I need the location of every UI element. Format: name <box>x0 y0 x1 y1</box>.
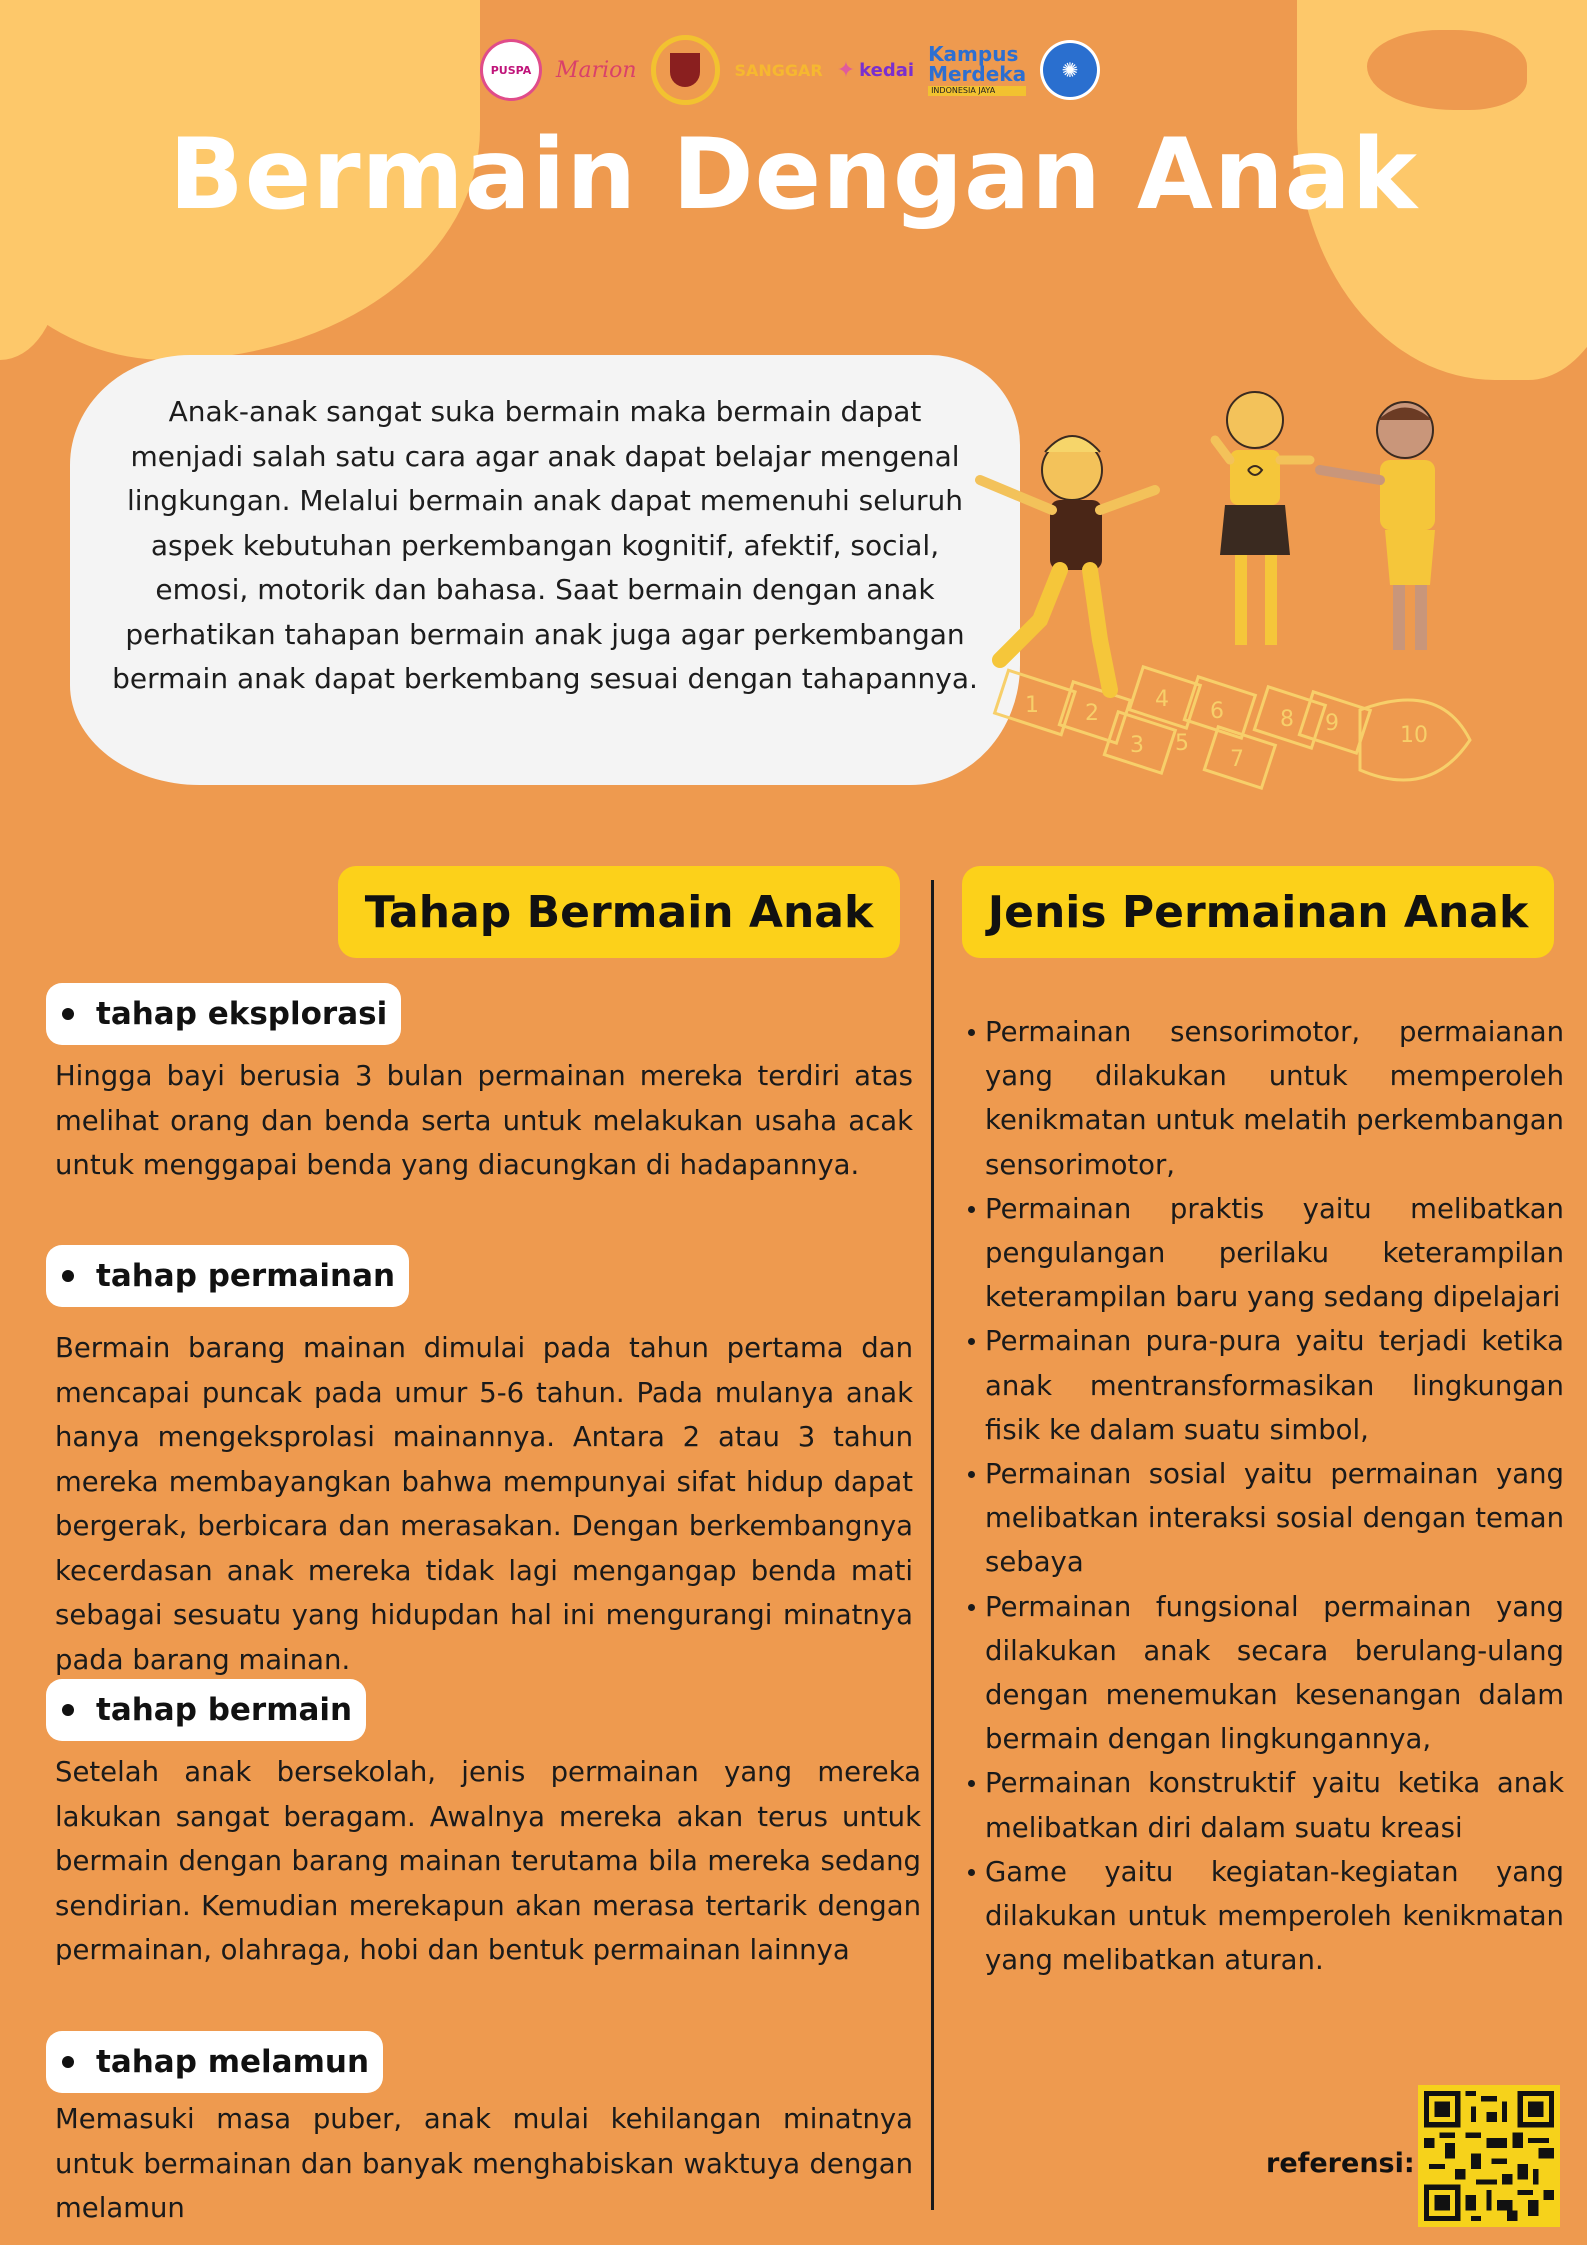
hopscotch-number: 10 <box>1400 723 1428 748</box>
hopscotch-number: 2 <box>1085 701 1099 726</box>
tahap-permainan-label <box>46 1245 409 1307</box>
bullet-icon <box>62 1704 74 1716</box>
list-item: Permainan sensorimotor, permaianan yang dilakukan untuk memperoleh kenikmatan untuk melatih perkembangan sensorimotor, <box>968 1010 1564 1187</box>
tahap-label-text: tahap melamun <box>96 2044 370 2080</box>
qr-code[interactable] <box>1418 2085 1560 2227</box>
bullet-icon <box>62 2056 74 2068</box>
jenis-heading: Jenis Permainan Anak <box>962 866 1554 958</box>
qr-code-icon <box>1424 2091 1554 2221</box>
hopscotch-number: 6 <box>1210 699 1224 724</box>
marion-logo: Marion <box>555 57 637 83</box>
bullet-icon <box>62 1008 74 1020</box>
intro-text: Anak-anak sangat suka bermain maka bermain dapat menjadi salah satu cara agar anak dapat belajar mengenal lingkungan. Melalui bermain anak dapat memenuhi seluruh aspek kebutuhan perkembangan kognitif, afektif, social, emosi, motorik dan bahasa. Saat bermain dengan anak perhatikan tahapan bermain anak juga agar perkembangan bermain anak dapat berkembang sesuai dengan tahapannya. <box>112 395 978 695</box>
list-item: Game yaitu kegiatan-kegiatan yang dilakukan untuk memperoleh kenikmatan yang melibatkan aturan. <box>968 1850 1564 1983</box>
sanggar-logo: SANGGAR <box>734 60 823 80</box>
tahap-permainan-text: Bermain barang mainan dimulai pada tahun pertama dan mencapai puncak pada umur 5-6 tahun. Pada mulanya anak hanya mengeksprolasi mainannya. Antara 2 atau 3 tahun mereka membayangkan bahwa mempunyai sifat hidup dapat bergerak, berbicara dan merasakan. Dengan berkembangnya kecerdasan anak mereka tidak lagi mengangap benda mati sebagai sesuatu yang hidupdan hal ini mengurangi minatnya pada barang mainan. <box>55 1332 913 1676</box>
tahap-heading: Tahap Bermain Anak <box>338 866 900 958</box>
page-title: Bermain Dengan Anak <box>169 118 1418 232</box>
kampus-merdeka-line1: Kampus <box>928 42 1019 66</box>
hopscotch-number: 8 <box>1280 707 1294 732</box>
kampus-merdeka-logo <box>928 44 1026 96</box>
hopscotch-number: 5 <box>1175 731 1189 756</box>
puspa-logo: PUSPA <box>480 39 542 101</box>
tahap-label-text: tahap permainan <box>96 1258 396 1294</box>
kampus-merdeka-tag: INDONESIA JAYA <box>928 86 1026 96</box>
tahap-bermain-label <box>46 1679 366 1741</box>
list-item: Permainan sosial yaitu permainan yang melibatkan interaksi sosial dengan teman sebaya <box>968 1452 1564 1585</box>
kedai-logo: ✦ kedai <box>836 57 915 83</box>
jenis-list <box>968 1010 1564 1982</box>
logo-row <box>480 30 1100 110</box>
referensi-label: referensi: <box>1266 2148 1415 2179</box>
kids-hopscotch-illustration <box>960 390 1520 810</box>
list-item: Permainan konstruktif yaitu ketika anak melibatkan diri dalam suatu kreasi <box>968 1761 1564 1849</box>
kampus-merdeka-line2: Merdeka <box>928 62 1027 86</box>
list-item: Permainan fungsional permainan yang dilakukan anak secara berulang-ulang dengan menemukan kesenangan dalam bermain dengan lingkungannya, <box>968 1585 1564 1762</box>
hopscotch-number: 7 <box>1230 747 1244 772</box>
girl-figure <box>1215 392 1310 645</box>
tahap-eksplorasi-text: Hingga bayi berusia 3 bulan permainan mereka terdiri atas melihat orang dan benda serta untuk melakukan usaha acak untuk menggapai benda yang diacungkan di hadapannya. <box>55 1060 913 1181</box>
list-item: Permainan praktis yaitu melibatkan pengulangan perilaku keterampilan keterampilan baru yang sedang dipelajari <box>968 1187 1564 1320</box>
tahap-melamun-label <box>46 2031 383 2093</box>
tahap-eksplorasi-label <box>46 983 401 1045</box>
boy-jumping-figure <box>980 436 1155 690</box>
tahap-label-text: tahap bermain <box>96 1692 353 1728</box>
boy-pointing-figure <box>1320 402 1435 650</box>
tahap-melamun-text: Memasuki masa puber, anak mulai kehilangan minatnya untuk bermainan dan banyak menghabiskan waktuya dengan melamun <box>55 2103 913 2224</box>
hopscotch-number: 1 <box>1025 693 1039 718</box>
hopscotch-number: 4 <box>1155 687 1169 712</box>
tahap-label-text: tahap eksplorasi <box>96 996 388 1032</box>
bullet-icon <box>62 1270 74 1282</box>
tut-wuri-handayani-logo: ✺ <box>1040 40 1100 100</box>
tahap-bermain-text: Setelah anak bersekolah, jenis permainan yang mereka lakukan sangat beragam. Awalnya mereka akan terus untuk bermain dengan barang mainan terutama bila mereka sedang sendirian. Kemudian merekapun akan merasa tertarik dengan permainan, olahraga, hobi dan bentuk permainan lainnya <box>55 1756 921 1966</box>
university-emblem-logo <box>651 35 721 105</box>
hopscotch-number: 9 <box>1325 711 1339 736</box>
list-item: Permainan pura-pura yaitu terjadi ketika anak mentransformasikan lingkungan fisik ke dalam suatu simbol, <box>968 1319 1564 1452</box>
hopscotch-number: 3 <box>1130 733 1144 758</box>
column-divider <box>931 880 934 2210</box>
star-icon: ✦ <box>836 57 856 83</box>
